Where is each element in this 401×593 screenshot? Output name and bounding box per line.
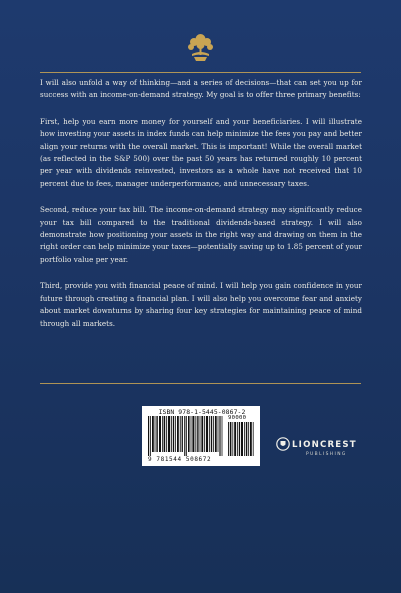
- paragraph-benefit-2: Second, reduce your tax bill. The income-on-demand strategy may significantly reduce your tax bill compared to the traditional dividends-based strategy. I will also demonstrate how positioning your assets in the right way and drawing on them in the right order can help minimize your taxes—potentially saving up to 1.85 percent of your portfolio value per year.: [40, 205, 362, 264]
- paragraph-benefit-1: First, help you earn more money for yourself and your beneficiaries. I will illustrate how investing your assets in index funds can help minimize the fees you pay and better align your returns with the overall market. This is important! While the overall market (as reflected in the S&P 500) over the past 50 years has returned roughly 10 percent per year with dividends reinvested, investors as a whole have not received that 10 percent due to fees, manager underperformance, and unnecessary taxes.: [40, 116, 362, 188]
- barcode-bars: [148, 416, 256, 456]
- publisher-tagline: PUBLISHING: [306, 452, 347, 457]
- top-rule: [40, 72, 361, 73]
- paragraph-intro: I will also unfold a way of thinking—and a series of decisions—that can set you up for success with an income-on-demand strategy. My goal is to offer three primary benefits:: [40, 78, 362, 100]
- barcode-digits: 9 781544 508672: [148, 456, 212, 463]
- blurb-text: [40, 77, 362, 344]
- gold-tree-emblem-icon: [184, 30, 217, 64]
- isbn-barcode: [142, 406, 260, 466]
- isbn-label: ISBN 978-1-5445-0867-2: [158, 408, 246, 416]
- barcode-addon-digits: 90000: [228, 415, 247, 421]
- paragraph-benefit-3: Third, provide you with financial peace of mind. I will help you gain confidence in your future through creating a financial plan. I will also help you overcome fear and anxiety about market downturns by sharing four key strategies for maintaining peace of mind through all markets.: [40, 281, 362, 328]
- publisher-name: LIONCREST: [292, 440, 357, 450]
- bottom-rule: [40, 383, 361, 384]
- lioncrest-shield-icon: [276, 437, 290, 451]
